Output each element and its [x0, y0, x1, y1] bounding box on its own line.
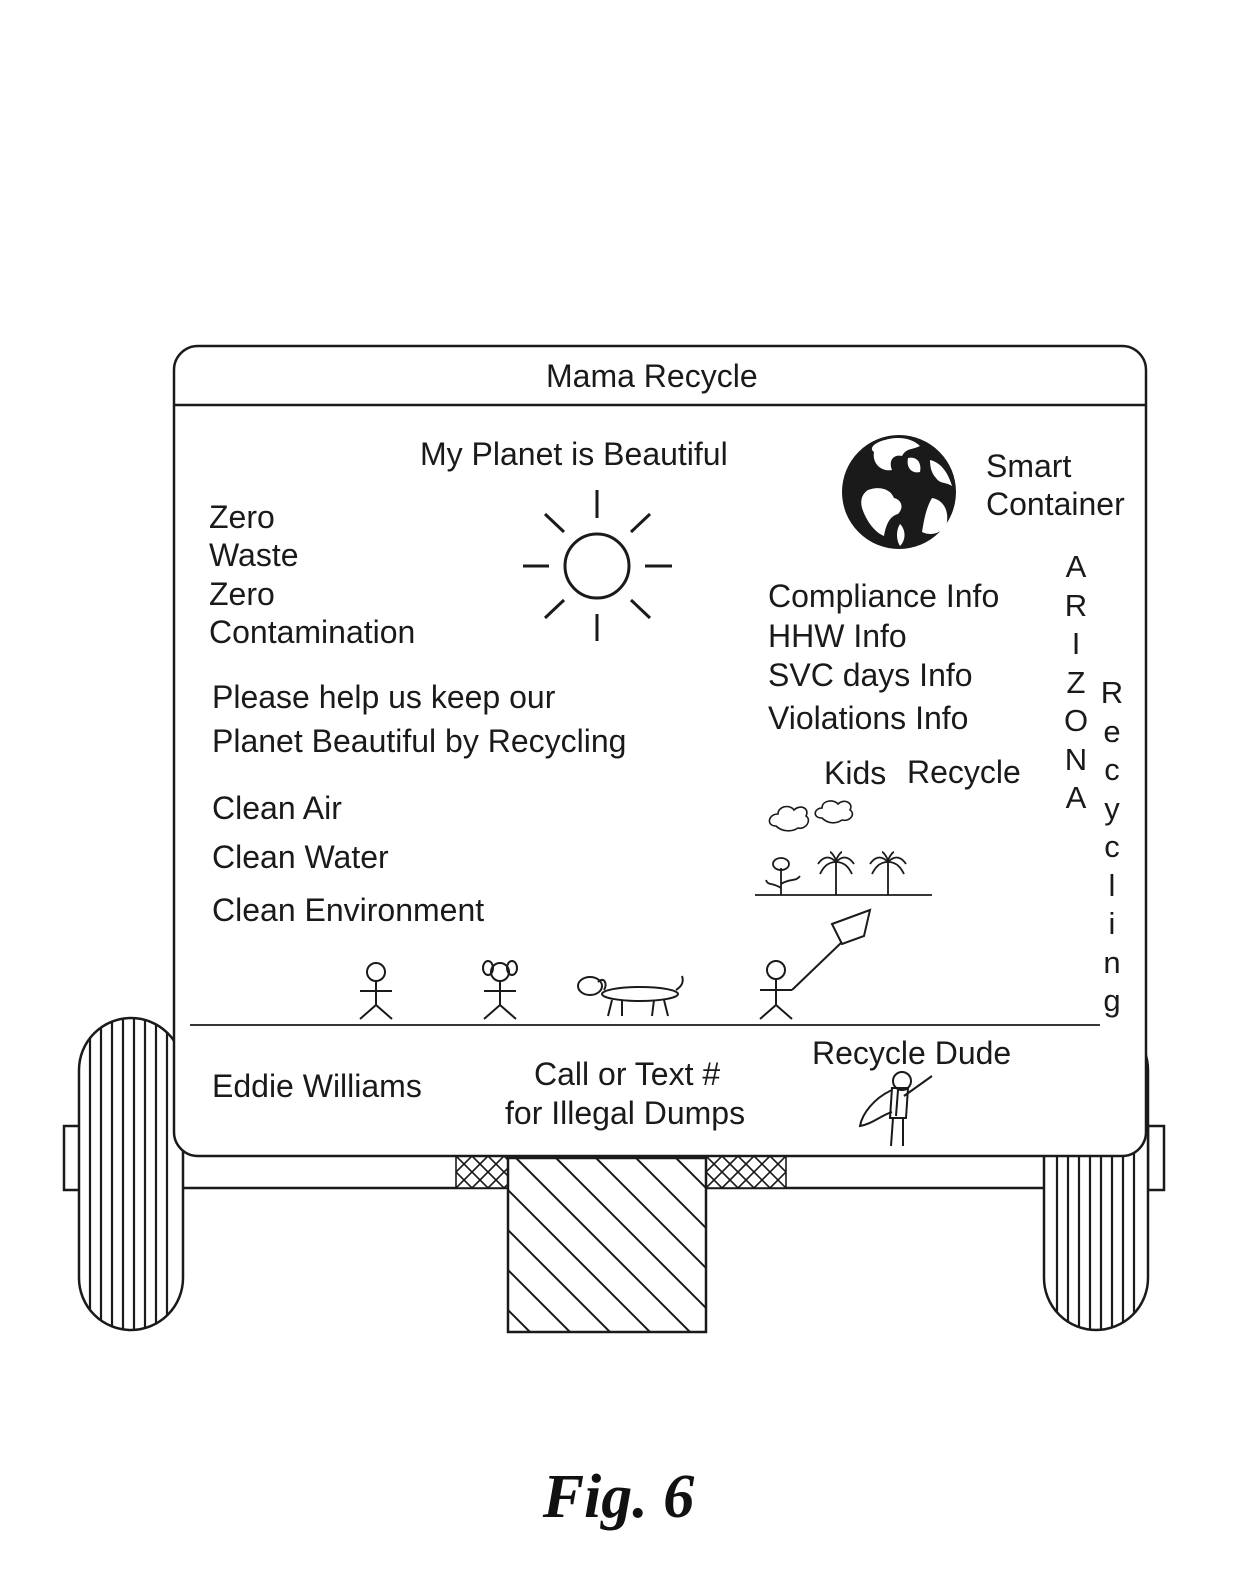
arizona-letter: A [1065, 780, 1087, 815]
name-label: Eddie Williams [212, 1068, 422, 1104]
recycling-letter: n [1103, 944, 1121, 980]
please-line-1: Please help us keep our [212, 679, 556, 715]
kids-label: Kids [824, 755, 887, 791]
clean-environment: Clean Environment [212, 892, 485, 928]
globe-icon [842, 435, 956, 549]
arizona-letter: R [1064, 587, 1088, 623]
recycling-letter: y [1104, 790, 1120, 826]
recycling-letter: g [1103, 983, 1121, 1018]
svc-days-info: SVC days Info [768, 657, 973, 693]
recycling-letter: e [1103, 713, 1121, 749]
hhw-info: HHW Info [768, 618, 907, 654]
arizona-letter: Z [1066, 664, 1086, 700]
slogan-text: My Planet is Beautiful [420, 436, 728, 472]
arizona-vertical [1062, 548, 1090, 818]
recycling-letter: i [1108, 906, 1116, 941]
arizona-letter: O [1063, 703, 1089, 738]
clean-air: Clean Air [212, 790, 342, 826]
recycling-vertical [1098, 674, 1126, 1021]
zero-line-3: Zero [209, 576, 275, 612]
page-title: Mama Recycle [546, 358, 758, 394]
figure-caption: Fig. 6 [542, 1463, 695, 1531]
recycle-label: Recycle [907, 754, 1021, 790]
zero-line-2: Waste [209, 537, 299, 573]
violations-info: Violations Info [768, 700, 969, 736]
left-wheel [79, 1018, 183, 1330]
arizona-letter: N [1064, 741, 1088, 777]
recycling-letter: R [1100, 675, 1124, 710]
smart-label: Smart [986, 448, 1072, 484]
call-text-line-2: for Illegal Dumps [505, 1095, 746, 1131]
recycle-dude-label: Recycle Dude [812, 1035, 1012, 1071]
recycling-letter: c [1104, 829, 1120, 864]
compliance-info: Compliance Info [768, 578, 1000, 614]
call-text-line-1: Call or Text # [534, 1056, 721, 1092]
container-label: Container [986, 486, 1125, 522]
zero-line-4: Contamination [209, 614, 416, 650]
zero-line-1: Zero [209, 499, 275, 535]
please-line-2: Planet Beautiful by Recycling [212, 723, 627, 759]
arizona-letter: A [1065, 549, 1087, 584]
arizona-letter: I [1071, 626, 1081, 661]
clean-water: Clean Water [212, 839, 389, 875]
recycling-letter: c [1104, 752, 1120, 787]
recycling-letter: l [1108, 867, 1116, 903]
